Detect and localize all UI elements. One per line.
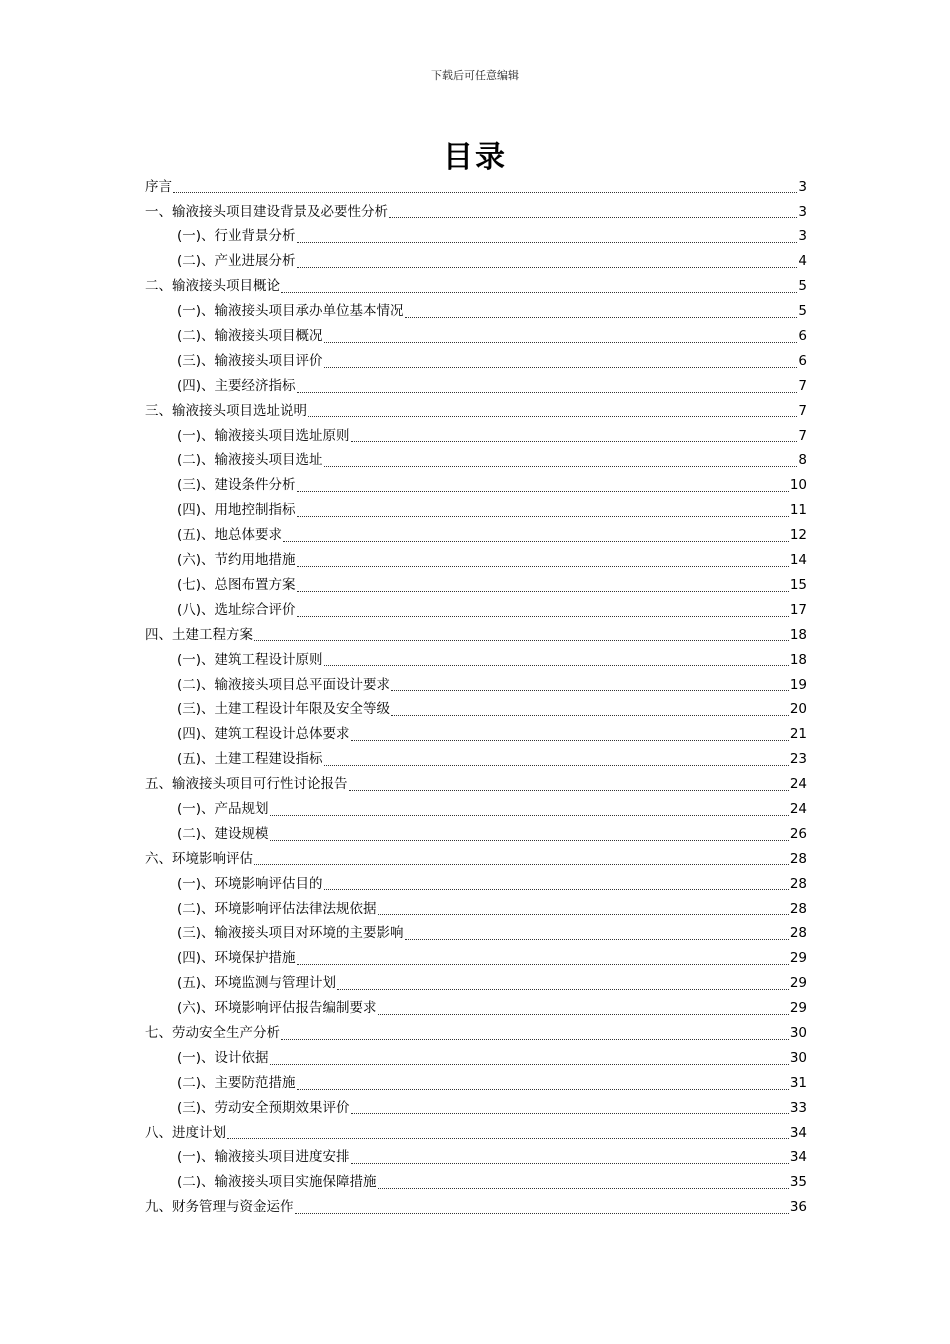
toc-entry-title: (二)、环境影响评估法律法规依据	[177, 900, 377, 917]
toc-section-entry[interactable]	[145, 1046, 807, 1071]
toc-section-entry[interactable]	[145, 499, 807, 524]
toc-page-number: 5	[798, 278, 807, 295]
toc-dot-leader	[405, 938, 789, 940]
toc-page-number: 8	[798, 452, 807, 469]
toc-page-number: 6	[798, 328, 807, 345]
toc-dot-leader	[297, 515, 789, 517]
toc-entry-title: 九、财务管理与资金运作	[145, 1199, 294, 1216]
toc-dot-leader	[297, 963, 789, 965]
toc-page-number: 3	[798, 203, 807, 220]
toc-entry-title: (一)、输液接头项目选址原则	[177, 427, 350, 444]
toc-page-number: 18	[789, 626, 807, 643]
toc-chapter-entry[interactable]	[145, 1196, 807, 1221]
toc-dot-leader	[254, 639, 789, 641]
toc-dot-leader	[405, 316, 798, 318]
toc-section-entry[interactable]	[145, 698, 807, 723]
toc-entry-title: (八)、选址综合评价	[177, 601, 296, 618]
toc-dot-leader	[270, 814, 789, 816]
toc-chapter-entry[interactable]	[145, 847, 807, 872]
toc-entry-title: (四)、环境保护措施	[177, 950, 296, 967]
toc-dot-leader	[297, 590, 789, 592]
toc-dot-leader	[349, 789, 789, 791]
toc-chapter-entry[interactable]	[145, 200, 807, 225]
toc-entry-title: (二)、产业进展分析	[177, 253, 296, 270]
toc-section-entry[interactable]	[145, 523, 807, 548]
toc-entry-title: (五)、土建工程建设指标	[177, 751, 323, 768]
toc-section-entry[interactable]	[145, 573, 807, 598]
toc-page-number: 18	[789, 651, 807, 668]
toc-entry-title: (二)、输液接头项目选址	[177, 452, 323, 469]
toc-entry-title: (二)、输液接头项目概况	[177, 328, 323, 345]
toc-section-entry[interactable]	[145, 250, 807, 275]
toc-chapter-entry[interactable]	[145, 1121, 807, 1146]
toc-entry-title: (一)、行业背景分析	[177, 228, 296, 245]
toc-section-entry[interactable]	[145, 449, 807, 474]
toc-page-number: 34	[789, 1124, 807, 1141]
toc-entry-title: (一)、环境影响评估目的	[177, 875, 323, 892]
toc-page-number: 28	[789, 925, 807, 942]
toc-page-number: 11	[789, 502, 807, 519]
toc-entry-title: (五)、地总体要求	[177, 527, 283, 544]
toc-entry-title: 五、输液接头项目可行性讨论报告	[145, 776, 348, 793]
toc-entry-title: (七)、总图布置方案	[177, 576, 296, 593]
toc-entry-title: 四、土建工程方案	[145, 626, 253, 643]
toc-entry-title: (一)、输液接头项目进度安排	[177, 1149, 350, 1166]
toc-section-entry[interactable]	[145, 424, 807, 449]
toc-entry-title: (一)、设计依据	[177, 1049, 269, 1066]
toc-dot-leader	[254, 863, 789, 865]
toc-dot-leader	[297, 1088, 789, 1090]
toc-page-number: 4	[798, 253, 807, 270]
toc-section-entry[interactable]	[145, 648, 807, 673]
toc-dot-leader	[324, 764, 789, 766]
toc-dot-leader	[389, 216, 797, 218]
toc-entry-title: (六)、环境影响评估报告编制要求	[177, 1000, 377, 1017]
toc-dot-leader	[297, 241, 798, 243]
toc-page-number: 28	[789, 900, 807, 917]
toc-dot-leader	[391, 689, 789, 691]
toc-dot-leader	[324, 664, 789, 666]
toc-page-number: 19	[789, 676, 807, 693]
toc-entry-title: (三)、输液接头项目对环境的主要影响	[177, 925, 404, 942]
toc-page-number: 14	[789, 552, 807, 569]
toc-chapter-entry[interactable]	[145, 175, 807, 200]
toc-dot-leader	[324, 366, 798, 368]
toc-entry-title: (三)、建设条件分析	[177, 477, 296, 494]
toc-dot-leader	[297, 615, 789, 617]
page-header-note: 下载后可任意编辑	[431, 69, 519, 82]
toc-entry-title: 序言	[145, 178, 172, 195]
toc-section-entry[interactable]	[145, 349, 807, 374]
toc-section-entry[interactable]	[145, 972, 807, 997]
toc-entry-title: 二、输液接头项目概论	[145, 278, 280, 295]
toc-section-entry[interactable]	[145, 1071, 807, 1096]
toc-entry-title: (一)、产品规划	[177, 800, 269, 817]
toc-page-number: 12	[789, 527, 807, 544]
toc-dot-leader	[324, 341, 798, 343]
toc-section-entry[interactable]	[145, 1096, 807, 1121]
toc-page-number: 36	[789, 1199, 807, 1216]
toc-dot-leader	[270, 1063, 789, 1065]
toc-entry-title: 一、输液接头项目建设背景及必要性分析	[145, 203, 388, 220]
toc-page-number: 3	[798, 178, 807, 195]
toc-entry-title: 三、输液接头项目选址说明	[145, 402, 307, 419]
toc-entry-title: (二)、建设规模	[177, 825, 269, 842]
toc-dot-leader	[295, 1212, 789, 1214]
toc-dot-leader	[297, 266, 798, 268]
toc-section-entry[interactable]	[145, 947, 807, 972]
toc-page-number: 20	[789, 701, 807, 718]
toc-section-entry[interactable]	[145, 299, 807, 324]
toc-page-number: 33	[789, 1099, 807, 1116]
toc-page-number: 31	[789, 1074, 807, 1091]
toc-section-entry[interactable]	[145, 996, 807, 1021]
toc-section-entry[interactable]	[145, 548, 807, 573]
toc-section-entry[interactable]	[145, 872, 807, 897]
toc-entry-title: (一)、输液接头项目承办单位基本情况	[177, 303, 404, 320]
toc-page-number: 29	[789, 950, 807, 967]
toc-page-number: 23	[789, 751, 807, 768]
toc-section-entry[interactable]	[145, 747, 807, 772]
toc-page-number: 29	[789, 975, 807, 992]
toc-page-number: 24	[789, 776, 807, 793]
toc-dot-leader	[173, 191, 797, 193]
toc-entry-title: (二)、输液接头项目总平面设计要求	[177, 676, 391, 693]
toc-page-number: 3	[798, 228, 807, 245]
toc-dot-leader	[324, 888, 789, 890]
toc-page-number: 6	[798, 352, 807, 369]
toc-entry-title: (五)、环境监测与管理计划	[177, 975, 337, 992]
toc-dot-leader	[351, 739, 789, 741]
toc-entry-title: (六)、节约用地措施	[177, 552, 296, 569]
toc-chapter-entry[interactable]	[145, 1021, 807, 1046]
toc-section-entry[interactable]	[145, 1171, 807, 1196]
toc-dot-leader	[283, 540, 789, 542]
toc-dot-leader	[351, 1112, 789, 1114]
toc-dot-leader	[391, 714, 789, 716]
toc-entry-title: (四)、建筑工程设计总体要求	[177, 726, 350, 743]
toc-entry-title: (三)、劳动安全预期效果评价	[177, 1099, 350, 1116]
toc-entry-title: 七、劳动安全生产分析	[145, 1024, 280, 1041]
toc-dot-leader	[297, 490, 789, 492]
toc-dot-leader	[378, 913, 789, 915]
toc-dot-leader	[378, 1187, 789, 1189]
toc-page-number: 15	[789, 576, 807, 593]
toc-entry-title: 八、进度计划	[145, 1124, 226, 1141]
table-of-contents	[145, 175, 807, 1220]
toc-chapter-entry[interactable]	[145, 623, 807, 648]
toc-dot-leader	[324, 465, 798, 467]
toc-entry-title: 六、环境影响评估	[145, 850, 253, 867]
toc-entry-title: (二)、主要防范措施	[177, 1074, 296, 1091]
toc-page-number: 21	[789, 726, 807, 743]
toc-dot-leader	[351, 440, 798, 442]
toc-title: 目录	[443, 140, 507, 175]
toc-page-number: 35	[789, 1174, 807, 1191]
toc-chapter-entry[interactable]	[145, 275, 807, 300]
toc-page-number: 7	[798, 377, 807, 394]
toc-page-number: 28	[789, 875, 807, 892]
toc-section-entry[interactable]	[145, 225, 807, 250]
toc-chapter-entry[interactable]	[145, 772, 807, 797]
toc-section-entry[interactable]	[145, 324, 807, 349]
toc-entry-title: (四)、用地控制指标	[177, 502, 296, 519]
toc-section-entry[interactable]	[145, 822, 807, 847]
toc-section-entry[interactable]	[145, 922, 807, 947]
toc-page-number: 17	[789, 601, 807, 618]
toc-entry-title: (四)、主要经济指标	[177, 377, 296, 394]
toc-page-number: 29	[789, 1000, 807, 1017]
toc-entry-title: (三)、土建工程设计年限及安全等级	[177, 701, 391, 718]
toc-page-number: 30	[789, 1049, 807, 1066]
toc-page-number: 7	[798, 427, 807, 444]
toc-entry-title: (三)、输液接头项目评价	[177, 352, 323, 369]
toc-page-number: 26	[789, 825, 807, 842]
toc-page-number: 24	[789, 800, 807, 817]
toc-section-entry[interactable]	[145, 374, 807, 399]
toc-dot-leader	[337, 988, 789, 990]
toc-section-entry[interactable]	[145, 474, 807, 499]
toc-section-entry[interactable]	[145, 897, 807, 922]
toc-entry-title: (一)、建筑工程设计原则	[177, 651, 323, 668]
toc-page-number: 10	[789, 477, 807, 494]
toc-page-number: 34	[789, 1149, 807, 1166]
toc-dot-leader	[297, 565, 789, 567]
toc-section-entry[interactable]	[145, 1146, 807, 1171]
toc-dot-leader	[378, 1013, 789, 1015]
toc-page-number: 28	[789, 850, 807, 867]
toc-chapter-entry[interactable]	[145, 399, 807, 424]
toc-section-entry[interactable]	[145, 723, 807, 748]
toc-dot-leader	[297, 391, 798, 393]
toc-dot-leader	[281, 1038, 789, 1040]
toc-dot-leader	[227, 1137, 789, 1139]
toc-section-entry[interactable]	[145, 797, 807, 822]
toc-dot-leader	[270, 839, 789, 841]
toc-dot-leader	[281, 291, 797, 293]
toc-section-entry[interactable]	[145, 598, 807, 623]
toc-entry-title: (二)、输液接头项目实施保障措施	[177, 1174, 377, 1191]
toc-dot-leader	[308, 415, 797, 417]
toc-page-number: 30	[789, 1024, 807, 1041]
toc-page-number: 5	[798, 303, 807, 320]
toc-dot-leader	[351, 1162, 789, 1164]
toc-page-number: 7	[798, 402, 807, 419]
toc-section-entry[interactable]	[145, 673, 807, 698]
